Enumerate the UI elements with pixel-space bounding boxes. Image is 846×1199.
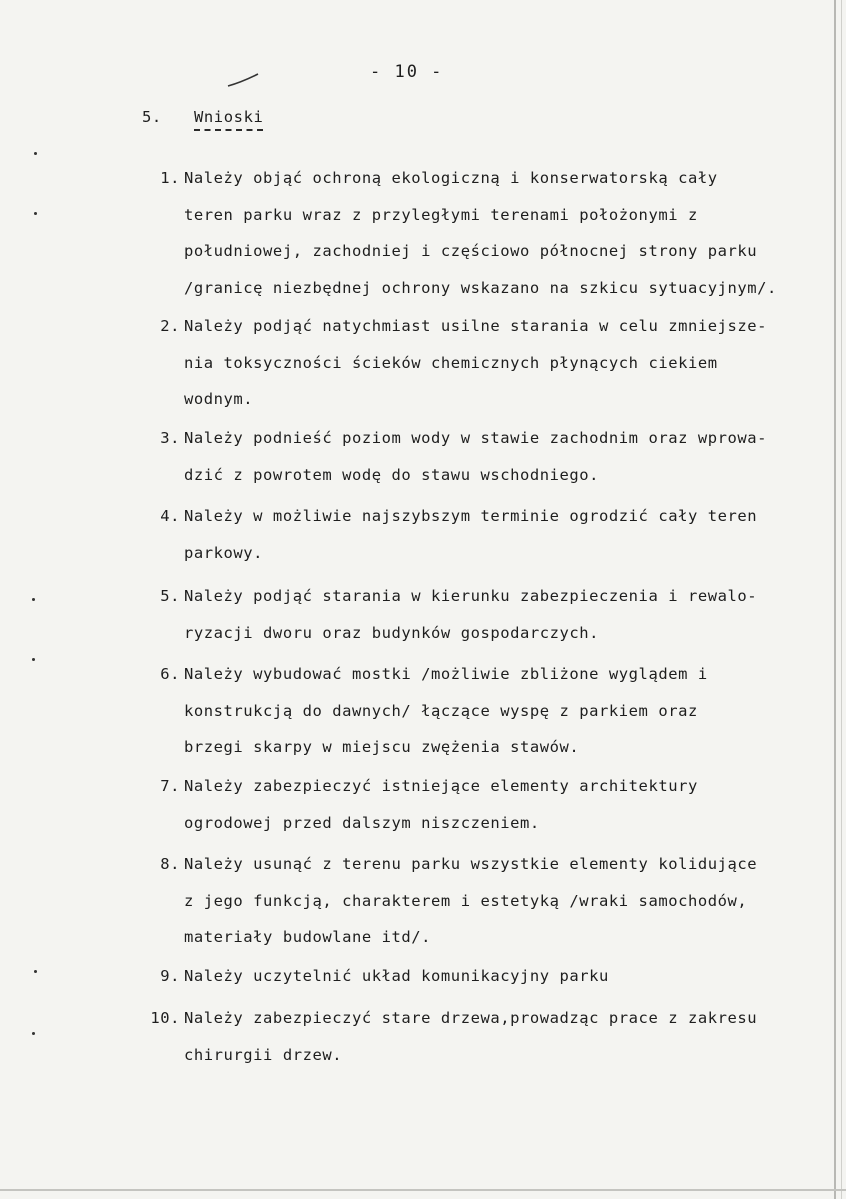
list-item: [138, 420, 828, 493]
page-edge-right: [834, 0, 836, 1199]
item-number: 2.: [160, 317, 180, 335]
list-item: [138, 958, 828, 995]
list-item: [138, 1000, 828, 1073]
item-number: 7.: [160, 777, 180, 795]
item-text: Należy usunąć z terenu parku wszystkie elementy kolidujące z jego funkcją, charakterem i estetyką /wraki samochodów, materiały budowlane itd/.: [184, 855, 758, 946]
list-item: [138, 498, 828, 571]
list-item: [138, 578, 828, 651]
item-number: 5.: [160, 587, 180, 605]
list-item: [138, 768, 828, 841]
section-title: Wnioski: [194, 108, 264, 131]
page-number: - 10 -: [370, 62, 444, 82]
item-number: 8.: [160, 855, 180, 873]
margin-speck: [34, 212, 37, 215]
item-text: Należy w możliwie najszybszym terminie ogrodzić cały teren parkowy.: [184, 507, 758, 562]
list-item: [138, 308, 828, 418]
item-text: Należy podjąć starania w kierunku zabezpieczenia i rewalo- ryzacji dworu oraz budynków gospodarczych.: [184, 587, 758, 642]
item-number: 4.: [160, 507, 180, 525]
section-heading: [142, 108, 263, 131]
section-number: 5.: [142, 108, 162, 126]
pen-stroke-mark: [226, 72, 260, 88]
item-number: 3.: [160, 429, 180, 447]
list-item: [138, 846, 828, 956]
item-text: Należy zabezpieczyć istniejące elementy architektury ogrodowej przed dalszym niszczeniem.: [184, 777, 698, 832]
margin-speck: [32, 1032, 35, 1035]
item-text: Należy wybudować mostki /możliwie zbliżone wyglądem i konstrukcją do dawnych/ łączące wyspę z parkiem oraz brzegi skarpy w miejscu zwężenia stawów.: [184, 665, 708, 756]
margin-speck: [32, 598, 35, 601]
item-text: Należy zabezpieczyć stare drzewa,prowadząc prace z zakresu chirurgii drzew.: [184, 1009, 758, 1064]
list-item: [138, 160, 828, 306]
item-number: 1.: [160, 169, 180, 187]
item-number: 6.: [160, 665, 180, 683]
item-text: Należy objąć ochroną ekologiczną i konserwatorską cały teren parku wraz z przyległymi terenami położonymi z południowej, zachodniej i częściowo północnej strony parku /granicę niezbędnej ochrony wskazano na szkicu sytuacyjnym/.: [184, 169, 777, 297]
item-text: Należy uczytelnić układ komunikacyjny parku: [184, 967, 609, 985]
margin-speck: [34, 152, 37, 155]
page-edge-right-shadow: [841, 0, 842, 1199]
item-number: 10.: [150, 1009, 180, 1027]
list-item: [138, 656, 828, 766]
item-text: Należy podnieść poziom wody w stawie zachodnim oraz wprowa- dzić z powrotem wodę do stawu wschodniego.: [184, 429, 768, 484]
item-text: Należy podjąć natychmiast usilne starania w celu zmniejsze- nia toksyczności ścieków chemicznych płynących ciekiem wodnym.: [184, 317, 768, 408]
page-edge-bottom: [0, 1189, 846, 1191]
item-number: 9.: [160, 967, 180, 985]
margin-speck: [32, 658, 35, 661]
margin-speck: [34, 970, 37, 973]
